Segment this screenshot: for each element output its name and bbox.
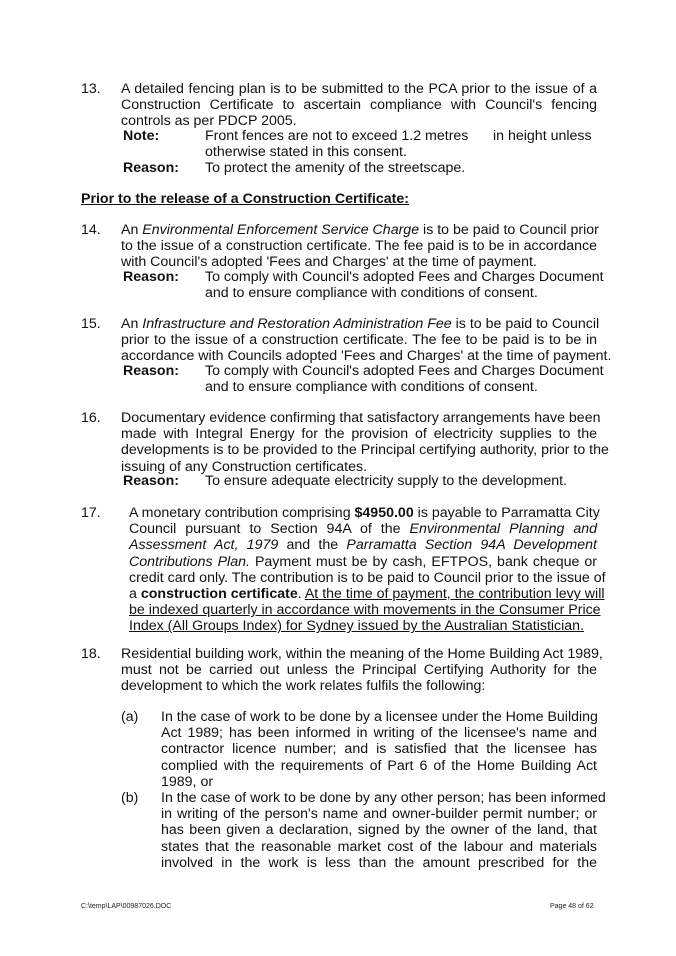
text-line: issuing of any Construction certificates.: [121, 458, 368, 475]
footer-file-path: C:\temp\LAP\00987026.DOC: [81, 903, 172, 910]
text: An: [121, 316, 143, 332]
text: a: [129, 586, 141, 603]
subitem-b-label: (b): [121, 790, 139, 806]
reason-text-1: To comply with Council's adopted Fees and Charges Document: [205, 269, 604, 285]
text: is payable to Parramatta City: [413, 505, 600, 521]
underlined-line: be indexed quarterly in accordance with movements in the Consumer Price: [129, 602, 601, 619]
subitem-a-label: (a): [121, 709, 139, 725]
text: is to be paid to Council: [451, 316, 600, 332]
act-name: Assessment Act, 1979: [129, 537, 279, 554]
fee-name: Environmental Enforcement Service Charge: [142, 222, 420, 238]
text-line: In the case of work to be done by any other person; has been informed: [161, 790, 606, 806]
item-18-number: 18.: [81, 646, 101, 662]
note-text-2: otherwise stated in this consent.: [205, 144, 407, 160]
reason-text-2: and to ensure compliance with conditions of consent.: [205, 285, 538, 301]
text-line: controls as per PDCP 2005.: [121, 113, 297, 130]
note-text-1b: in height unless: [493, 128, 592, 144]
subitem-a-text: [161, 709, 597, 790]
underlined-text: At the time of payment, the contribution levy will: [304, 586, 605, 603]
underlined-line: Index (All Groups Index) for Sydney issued by the Australian Statistician.: [129, 618, 585, 635]
text-line: has been given a declaration, signed by the owner of the land, that: [161, 822, 597, 839]
bold-term: construction certificate: [140, 586, 298, 603]
subitem-b-text: [161, 790, 606, 871]
section-heading: Prior to the release of a Construction Certificate:: [81, 191, 409, 207]
reason-label: Reason:: [123, 473, 179, 489]
item-16-text: [121, 410, 609, 475]
item-14-number: 14.: [81, 222, 101, 238]
text-line: to the issue of a construction certificate. The fee paid is to be in accordance: [121, 238, 597, 255]
text-line: states that the reasonable market cost of the labour and materials: [161, 838, 597, 855]
item-14-text: [121, 222, 597, 271]
text-line: in writing of the person's name and owner-builder permit number; or: [161, 806, 597, 823]
text-line: Documentary evidence confirming that satisfactory arrangements have been: [121, 410, 601, 426]
text-line: complied with the requirements of Part 6 of the Home Building Act: [161, 757, 597, 774]
item-13-number: 13.: [81, 81, 101, 97]
text-line: development to which the work relates fulfils the following:: [121, 678, 486, 695]
footer-page-number: Page 48 of 62: [550, 903, 594, 910]
text: A monetary contribution comprising: [129, 505, 355, 521]
text-line: Residential building work, within the meaning of the Home Building Act 1989,: [121, 646, 603, 662]
text-line: contractor licence number; and is satisfied that the licensee has: [161, 741, 597, 758]
note-text-1a: Front fences are not to exceed 1.2 metres: [205, 128, 469, 144]
act-name: Environmental Planning and: [409, 521, 597, 538]
text-line: A detailed fencing plan is to be submitted to the PCA prior to the issue of a: [121, 81, 597, 97]
item-17-number: 17.: [81, 505, 101, 521]
plan-name: Parramatta Section 94A Development: [346, 537, 597, 554]
text-line: made with Integral Energy for the provision of electricity supplies to the: [121, 426, 597, 443]
text-line: credit card only. The contribution is to be paid to Council prior to the issue of: [129, 569, 606, 586]
item-17-text: [129, 505, 606, 635]
text: .: [297, 586, 305, 603]
text: Council pursuant to Section 94A of the: [129, 521, 410, 538]
text: is to be paid to Council prior: [419, 222, 599, 238]
text-line: Construction Certificate to ascertain compliance with Council's fencing: [121, 97, 597, 114]
item-13-text: [121, 81, 597, 130]
item-18-text: [121, 646, 603, 695]
text: An: [121, 222, 143, 238]
text: Payment must be by cash, EFTPOS, bank cheque or: [249, 553, 597, 570]
text-line: must not be carried out unless the Principal Certifying Authority for the: [121, 662, 597, 679]
note-label: Note:: [123, 128, 160, 144]
reason-label: Reason:: [123, 269, 179, 285]
text-line: accordance with Councils adopted 'Fees and Charges' at the time of payment.: [121, 348, 612, 365]
item-16-number: 16.: [81, 410, 101, 426]
text-line: with Council's adopted 'Fees and Charges' at the time of payment.: [121, 254, 537, 271]
text-line: prior to the issue of a construction certificate. The fee to be paid is to be in: [121, 332, 597, 349]
text-line: In the case of work to be done by a licensee under the Home Building: [161, 709, 598, 725]
reason-text-2: and to ensure compliance with conditions of consent.: [205, 379, 538, 395]
fee-name: Infrastructure and Restoration Administration Fee: [142, 316, 452, 332]
reason-text: To protect the amenity of the streetscape.: [205, 160, 466, 176]
text: and the: [278, 537, 347, 554]
plan-name: Contributions Plan.: [129, 553, 250, 570]
reason-text: To ensure adequate electricity supply to the development.: [205, 473, 568, 489]
item-15-number: 15.: [81, 316, 101, 332]
reason-text-1: To comply with Council's adopted Fees and Charges Document: [205, 363, 604, 379]
text-line: 1989, or: [161, 773, 214, 790]
text-line: involved in the work is less than the amount prescribed for the: [161, 854, 597, 871]
reason-label: Reason:: [123, 363, 179, 379]
contribution-amount: $4950.00: [354, 505, 414, 521]
text-line: developments is to be provided to the Principal certifying authority, prior to the: [121, 442, 609, 459]
text-line: Act 1989; has been informed in writing of the licensee's name and: [161, 725, 597, 742]
reason-label: Reason:: [123, 160, 179, 176]
item-15-text: [121, 316, 612, 365]
